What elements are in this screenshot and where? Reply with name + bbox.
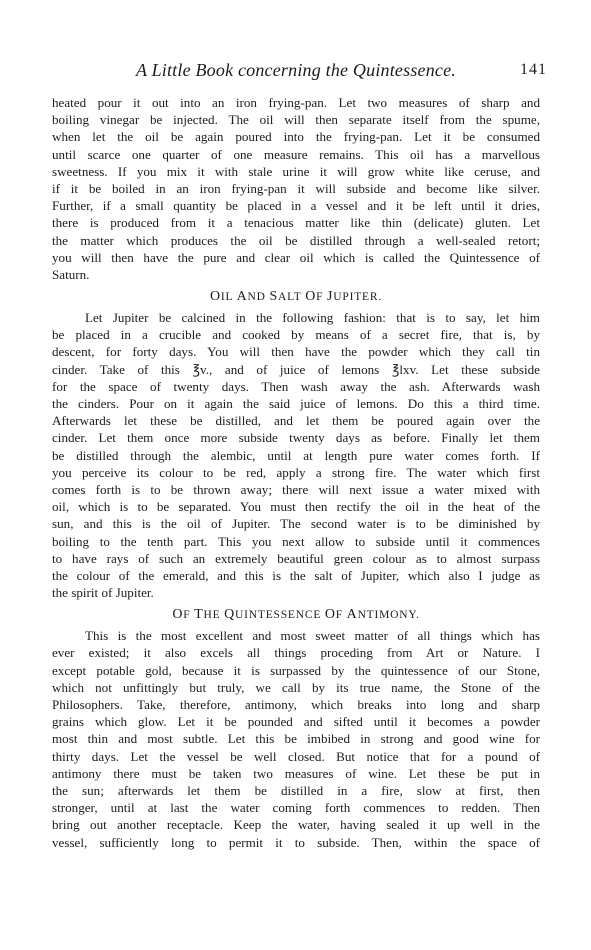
text-line: cinder. Let them once more subside twenty days as before. Finally let them (52, 430, 540, 446)
text-line: which not unfittingly but truly, we call by its true name, the Stone of the (52, 679, 540, 695)
paragraph-antimony (52, 627, 540, 850)
section-heading-antimony (52, 601, 540, 627)
section-heading-jupiter (52, 283, 540, 309)
text-line: be placed in a crucible and cooked by means of a secret fire, that is, by (52, 327, 540, 343)
text-line: boiling vinegar be injected. The oil will then separate itself from the spume, (52, 112, 540, 128)
text-line: boiling to the tenth part. This you next allow to subside until it commences (52, 533, 540, 549)
text-line: the matter which produces the oil be distilled through a well-sealed retort; (52, 232, 540, 248)
text-line: Saturn. (52, 266, 90, 282)
paragraph-jupiter (52, 309, 540, 601)
text-body (52, 94, 540, 851)
text-line: the cinders. Pour on it again the said juice of lemons. Do this a third time. (52, 396, 540, 411)
text-line: comes forth is to be thrown away; there will next issue a water mixed with (52, 481, 540, 497)
text-line: most thin and most subtle. Let this be imbibed in strong and good wine for (52, 731, 540, 747)
text-line: Further, if a small quantity be placed in a vessel and it be left until it dries, (52, 198, 540, 214)
text-line: cinder. Take of this ℥v., and of juice of lemons ℥lxv. Let these subside (52, 361, 540, 377)
text-line: to have rays of such an extremely beautiful green colour as to almost surpass (52, 550, 540, 566)
text-line: grains which glow. Let it be pounded and sifted until it becomes a powder (52, 714, 540, 730)
text-line: the spirit of Jupiter. (52, 585, 154, 601)
text-line: sweetness. If you mix it with stale urine it will grow white like ceruse, and (52, 163, 540, 179)
text-line: ever existed; it also excels all things proceding from Art or Nature. I (52, 645, 540, 661)
text-line: stronger, until at last the water coming forth commences to redden. Then (52, 800, 540, 816)
text-line: you will then have the pure and clear oil which is called the Quintessence of (52, 249, 540, 265)
text-line: for the space of twenty days. Then wash away the ash. Afterwards wash (52, 378, 540, 394)
text-line: until scarce one quarter of one measure remains. This oil has a marvellous (52, 146, 540, 162)
text-line: the sun; afterwards let them be distilled in a fire, slow at first, then (52, 782, 540, 798)
text-line: sun, and this is the oil of Jupiter. The second water is to be diminished by (52, 516, 540, 532)
text-line: Let Jupiter be calcined in the following fashion: that is to say, let him (85, 310, 540, 326)
text-line: heated pour it out into an iron frying-pan. Let two measures of sharp and (52, 95, 540, 110)
section-heading-antimony-text: OF THE QUINTESSENCE OF ANTIMONY. (172, 607, 420, 623)
text-line: Philosophers. Take, therefore, antimony, which breaks into long and sharp (52, 697, 540, 712)
text-line: except potable gold, because it is surpassed by the quintessence of our Stone, (52, 662, 540, 678)
page-number: 141 (520, 61, 547, 78)
section-heading-jupiter-text: OIL AND SALT OF JUPITER. (209, 289, 383, 305)
text-line: descent, for forty days. You will then have the powder which they call tin (52, 344, 540, 360)
text-line: thirty days. Let the vessel be well closed. But notice that for a pound of (52, 748, 540, 764)
text-line: bring out another receptacle. Keep the water, having sealed it up well in the (52, 817, 540, 833)
text-line: Afterwards let these be distilled, and let them be poured again over the (52, 413, 540, 429)
running-head (56, 60, 547, 84)
text-line: antimony there must be taken two measures of wine. Let these be put in (52, 765, 540, 781)
paragraph-saturn-end (52, 94, 540, 283)
text-line: This is the most excellent and most sweet matter of all things which has (85, 628, 540, 644)
text-line: there is produced from it a tenacious matter like thin (delicate) gluten. Let (52, 215, 540, 231)
text-line: be distilled through the alembic, until at length pure water comes forth. If (52, 447, 540, 463)
text-line: oil, which is to be separated. You must then rectify the oil in the heat of the (52, 499, 540, 515)
text-line: vessel, sufficiently long to permit it to subside. Then, within the space of (52, 834, 540, 850)
text-line: when let the oil be again poured into the frying-pan. Let it be consumed (52, 129, 540, 145)
text-line: the colour of the emerald, and this is the salt of Jupiter, which also I judge as (52, 567, 540, 583)
text-line: if it be boiled in an iron frying-pan it will subside and become like silver. (52, 180, 540, 196)
running-title: A Little Book concerning the Quintessence. (136, 60, 456, 80)
text-line: you perceive its colour to be red, apply a strong fire. The water which first (52, 464, 540, 480)
